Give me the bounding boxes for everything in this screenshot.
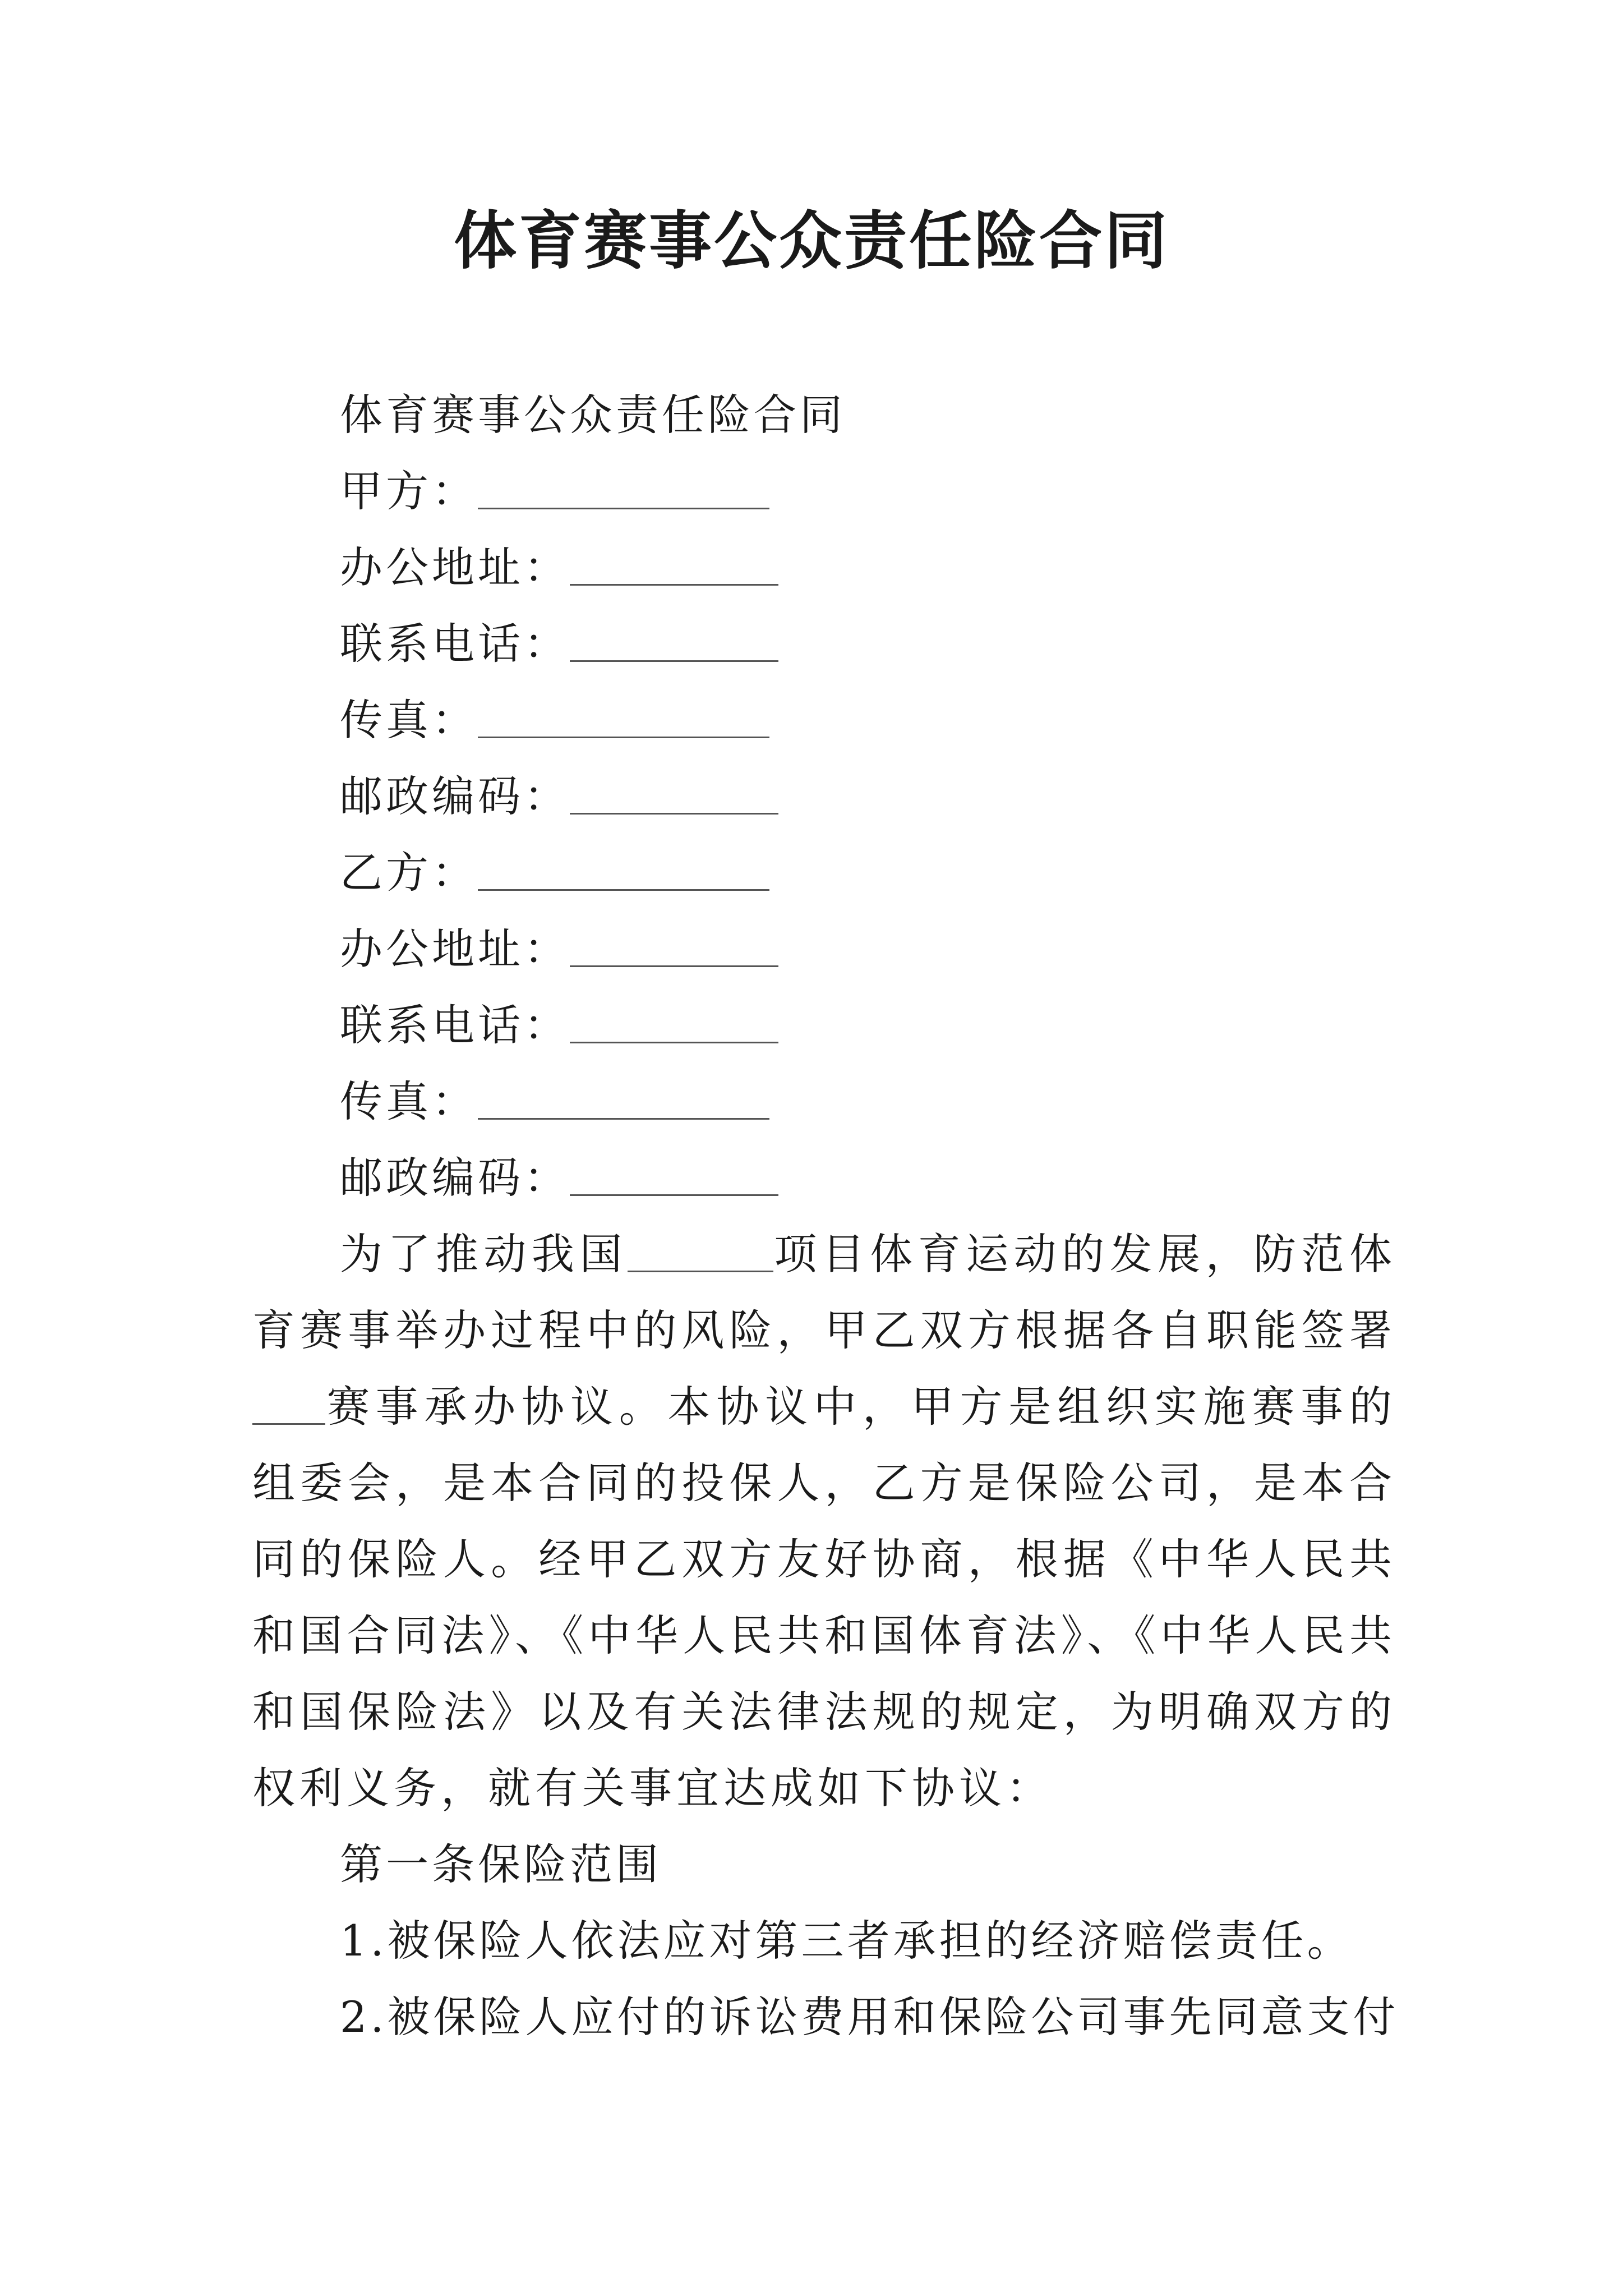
party-b-phone-label: 联系电话：: [340, 1000, 570, 1050]
party-a-postcode-label: 邮政编码：: [340, 771, 570, 821]
party-a-fax-line: [252, 682, 1396, 758]
agreement-name-blank: [252, 1389, 325, 1425]
party-b-postcode-blank: [570, 1161, 778, 1196]
preamble-part-1: 为了推动我国: [340, 1229, 628, 1279]
party-b-phone-blank: [570, 1008, 778, 1043]
party-b-postcode-label: 邮政编码：: [340, 1153, 570, 1203]
party-a-phone-label: 联系电话：: [340, 619, 570, 669]
party-a-fax-blank: [478, 703, 769, 738]
preamble-part-2: 项目体育运动的发展，防范体育赛事举办过程中的风险，甲乙双方根据各自职能签署: [252, 1229, 1397, 1355]
article-1-item-1: 1.被保险人依法应对第三者承担的经济赔偿责任。: [340, 1916, 1353, 1966]
party-a-postcode-blank: [570, 779, 778, 815]
party-b-label: 乙方：: [340, 848, 478, 898]
party-a-fax-label: 传真：: [340, 695, 478, 745]
party-b-postcode-line: [252, 1140, 1396, 1216]
party-a-line: [252, 453, 1396, 530]
party-b-address-line: [252, 911, 1396, 987]
document-body: [252, 377, 1399, 2055]
party-a-blank: [478, 474, 769, 509]
party-a-address-line: [252, 530, 1396, 606]
party-a-address-label: 办公地址：: [340, 542, 570, 592]
party-b-line: [252, 835, 1396, 911]
party-a-address-blank: [570, 550, 778, 586]
party-a-postcode-line: [252, 758, 1396, 835]
party-b-phone-line: [252, 987, 1396, 1064]
sport-project-blank: [628, 1237, 773, 1272]
article-1-item-2: 2.被保险人应付的诉讼费用和保险公司事先同意支付: [340, 1992, 1399, 2042]
party-b-address-label: 办公地址：: [340, 924, 570, 974]
contract-subtitle: 体育赛事公众责任险合同: [340, 390, 846, 440]
party-a-phone-line: [252, 606, 1396, 682]
party-b-fax-blank: [478, 1084, 769, 1120]
party-a-label: 甲方：: [340, 466, 478, 516]
party-a-phone-blank: [570, 627, 778, 662]
article-1-heading: 第一条保险范围: [340, 1839, 662, 1889]
preamble-paragraph: [252, 1216, 1396, 1826]
document-title: 体育赛事公众责任险合同: [454, 204, 1169, 278]
party-b-blank: [478, 855, 769, 891]
preamble-part-3: 赛事承办协议。本协议中，甲方是组织实施赛事的组委会，是本合同的投保人，乙方是保险公司，是本合同的保险人。经甲乙双方友好协商，根据《中华人民共和国合同法》、《中华人民共和国体育法》、《中华人民共和国保险法》以及有关法律法规的规定，为明确双方的权利义务，就有关事宜达成如下协议：: [252, 1382, 1396, 1813]
party-b-fax-label: 传真：: [340, 1076, 478, 1126]
party-b-fax-line: [252, 1064, 1396, 1140]
party-b-address-blank: [570, 932, 778, 967]
